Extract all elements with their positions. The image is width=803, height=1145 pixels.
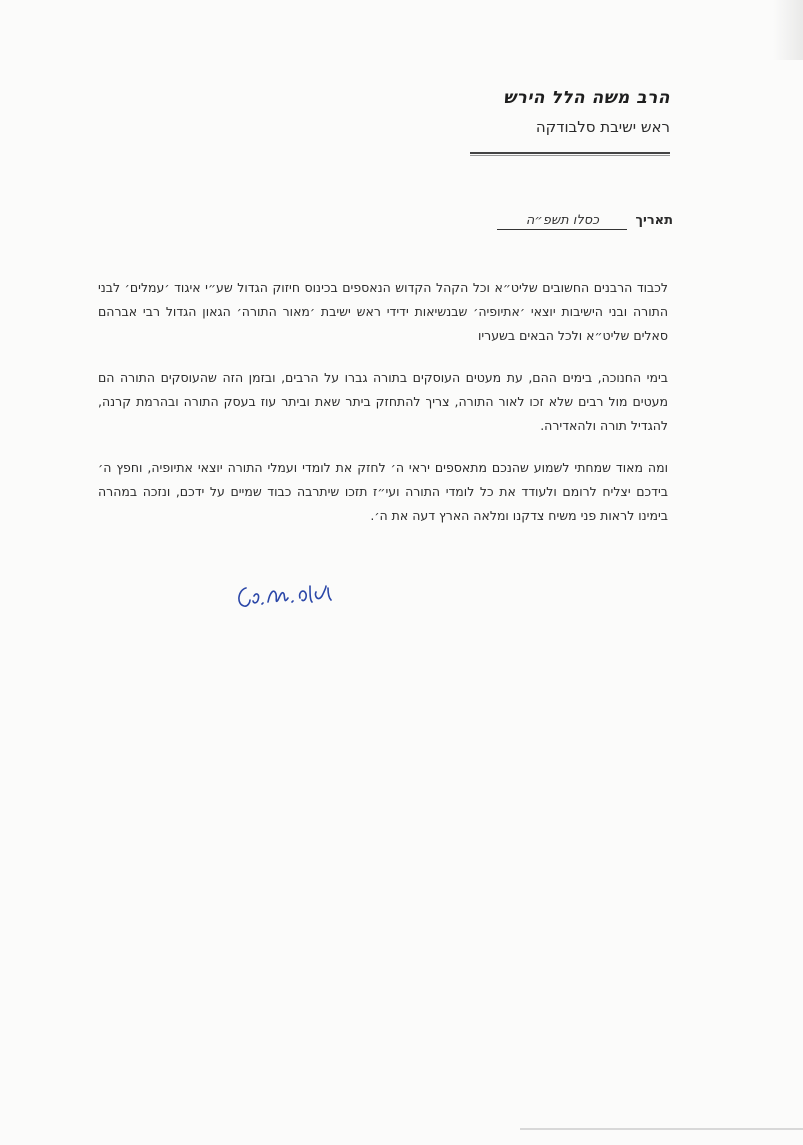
page-bottom-edge bbox=[520, 1128, 803, 1130]
scan-edge-shadow bbox=[773, 0, 803, 60]
date-value: כסלו תשפ״ה bbox=[497, 213, 627, 230]
date-line bbox=[497, 213, 673, 230]
letter-body bbox=[98, 276, 668, 546]
paragraph-blessing: ומה מאוד שמחתי לשמוע שהנכם מתאספים יראי ה׳ לחזק את לומדי ועמלי התורה יוצאי אתיופיה, וחפץ ה׳ בידכם יצליח לרומם ולעודד את כל לומדי התורה ועי״ז תזכו שיתרבה כבוד שמיים על ידכם, ונזכה במהרה בימינו לראות פני משיח צדקנו ומלאה הארץ דעה את ה׳. bbox=[98, 460, 668, 523]
date-label: תאריך bbox=[635, 213, 673, 228]
letterhead-divider bbox=[470, 152, 670, 156]
signature-stroke bbox=[239, 586, 331, 606]
handwritten-signature bbox=[232, 578, 342, 614]
paragraph-salutation: לכבוד הרבנים החשובים שליט״א וכל הקהל הקדוש הנאספים בכינוס חיזוק הגדול שע״י איגוד ׳עמלים׳ לבני התורה ובני הישיבות יוצאי ׳אתיופיה׳ שבנשיאות ידידי ראש ישיבת ׳מאור התורה׳ הגאון הגדול רבי אברהם סאלים שליט״א ולכל הבאים בשעריו bbox=[98, 280, 668, 343]
paragraph-chanukah: בימי החנוכה, בימים ההם, עת מעטים העוסקים בתורה גברו על הרבים, ובזמן הזה שהעוסקים התורה הם מעטים מול רבים שלא זכו לאור התורה, צריך להתחזק ביתר שאת וביתר עוז בעסק התורה ובהרמת קרנה, להגדיל תורה ולהאדירה. bbox=[98, 370, 668, 433]
rabbi-title: ראש ישיבת סלבודקה bbox=[535, 118, 670, 136]
letterhead bbox=[460, 86, 670, 156]
rabbi-name: הרב משה הלל הירש bbox=[503, 88, 670, 108]
